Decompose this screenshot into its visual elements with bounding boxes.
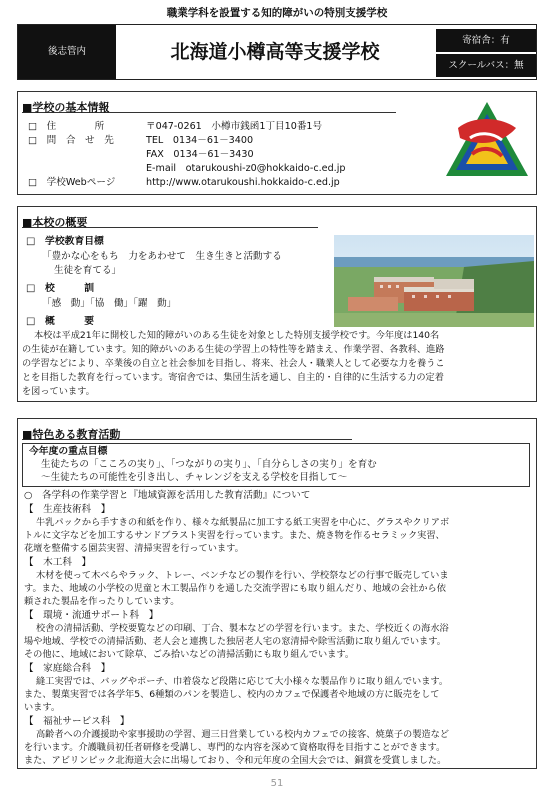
basic-info-section — [17, 91, 537, 195]
web-link[interactable]: http://www.otarukoushi.hokkaido-c.ed.jp — [146, 177, 340, 188]
school-header — [17, 24, 537, 80]
course-line: また、アビリンピック北海道大会に出場しており、令和元年度の全国大会では、銅賞を受賞しました。 — [24, 755, 447, 766]
web-label: □ 学校Webページ — [28, 177, 116, 188]
activities-intro: ○ 各学科の作業学習と『地域資源を活用した教育活動』について — [24, 490, 311, 501]
header-badges — [436, 25, 536, 79]
course-line: います。 — [24, 702, 61, 713]
email-value: E-mail otarukoushi-z0@hokkaido-c.ed.jp — [146, 163, 346, 174]
overview-heading: ■本校の概要 — [22, 216, 88, 229]
course-line: 牛乳パックから手すきの和紙を作り、様々な紙製品に加工する紙工実習を中心に、グラスやクリアボ — [36, 517, 450, 528]
address-value: 〒047-0261 小樽市銭函1丁目10番1号 — [146, 121, 323, 132]
address-label: □ 住 所 — [28, 121, 105, 132]
top-caption: 職業学科を設置する知的障がいの特別支援学校 — [166, 7, 388, 19]
campus-image-illustration — [334, 235, 534, 327]
course-name: 【 福祉サービス科 】 — [24, 716, 130, 727]
course-name: 【 家庭総合科 】 — [24, 663, 111, 674]
activities-heading-underline — [22, 423, 352, 440]
course-line: 頼された製品を作ったりしています。 — [24, 596, 180, 607]
dorm-badge: 寄宿舎：有 — [436, 29, 536, 52]
summary-line-4: とを目指した教育を行っています。寄宿舎では、集団生活を通し、自主的・自律的に生活する力の定着 — [22, 372, 444, 383]
course-line: 縫工実習では、バッグやポーチ、巾着袋など段階に応じて大小様々な製品作りに取り組んでいます。 — [36, 676, 449, 687]
goal-heading: □ 学校教育目標 — [26, 236, 104, 247]
overview-section — [17, 206, 537, 402]
school-logo — [442, 98, 532, 188]
focus-box — [22, 443, 530, 487]
contact-label: □ 問 合 せ 先 — [28, 135, 114, 146]
goal-line-2: 生徒を育てる」 — [54, 265, 122, 276]
region-label: 後志管内 — [18, 25, 116, 79]
summary-line-3: の学習などにより、卒業後の自立と社会参加を目指し、将来、社会人・職業人として必要な力を養うこ — [22, 358, 445, 369]
course-name: 【 木工科 】 — [24, 557, 92, 568]
focus-line-2: ～生徒たちの可能性を引き出し、チャレンジを支える学校を目指して～ — [41, 472, 348, 483]
overview-heading-underline — [22, 211, 318, 228]
basic-info-heading-underline — [22, 96, 396, 113]
course-name: 【 環境・流通サポート科 】 — [24, 610, 159, 621]
fax-value: FAX 0134－61－3430 — [146, 149, 254, 160]
course-line: 高齢者への介護援助や家事援助の学習、週三日営業している校内カフェでの接客、焼菓子の製造など — [36, 729, 449, 740]
activities-heading: ■特色ある教育活動 — [22, 428, 121, 441]
course-line: トルに文字などを加工するサンドブラスト実習を行っています。また、焼き物を作るセラミック実習、 — [24, 530, 445, 541]
school-name: 北海道小樽高等支援学校 — [170, 41, 380, 63]
course-line: す。また、地域の小学校の児童と木工製品作りを通した交流学習にも取り組んだり、地域の会社から依 — [24, 583, 446, 594]
basic-info-heading: ■学校の基本情報 — [22, 101, 110, 114]
focus-line-1: 生徒たちの「こころの実り」、「つながりの実り」、「自分らしさの実り」を育む — [41, 459, 377, 470]
focus-heading: 今年度の重点目標 — [29, 446, 108, 457]
summary-heading: □ 概 要 — [26, 316, 95, 327]
bus-badge: スクールバス：無 — [436, 54, 536, 77]
summary-line-2: の生徒が在籍しています。知的障がいのある生徒の学習上の特性等を踏まえ、作業学習、各教科、進路 — [22, 344, 445, 355]
motto-text: 「感 動」「協 働」「躍 動」 — [42, 298, 177, 309]
course-line: 花壇を整備する園芸実習、清掃実習を行っています。 — [24, 543, 244, 554]
campus-image — [334, 235, 534, 327]
page-number: 51 — [270, 778, 284, 789]
course-line: その他に、地域において除草、ごみ拾いなどの清掃活動にも取り組んでいます。 — [24, 649, 355, 660]
course-line: を行います。介護職員初任者研修を受講し、専門的な内容を深めて資格取得を目指すことができます。 — [24, 742, 446, 753]
goal-line-1: 「豊かな心をもち 力をあわせて 生き生きと活動する — [42, 251, 282, 262]
activities-section — [17, 418, 537, 769]
tel-value: TEL 0134－61－3400 — [146, 135, 254, 146]
course-name: 【 生産技術科 】 — [24, 504, 111, 515]
school-logo-icon — [442, 98, 532, 188]
course-line: また、製菓実習では各学年5、6種類のパンを製造し、校内のカフェで保護者や地域の方に販売をして — [24, 689, 440, 700]
course-line: 木材を使って木べらやラック、トレー、ベンチなどの製作を行い、学校祭などの行事で販売していま — [36, 570, 449, 581]
course-line: 場や地域、学校での清掃活動、老人会と連携した独居老人宅の窓清掃や除雪活動に取り組んでいます。 — [24, 636, 446, 647]
summary-line-5: を図っています。 — [22, 386, 95, 397]
course-line: 校舎の清掃活動、学校要覧などの印刷、丁合、製本などの学習を行います。また、学校近くの海水浴 — [36, 623, 449, 634]
summary-line-1: 本校は平成21年に開校した知的障がいのある生徒を対象とした特別支援学校です。今年度は140名 — [34, 330, 440, 341]
motto-heading: □ 校 訓 — [26, 283, 95, 294]
